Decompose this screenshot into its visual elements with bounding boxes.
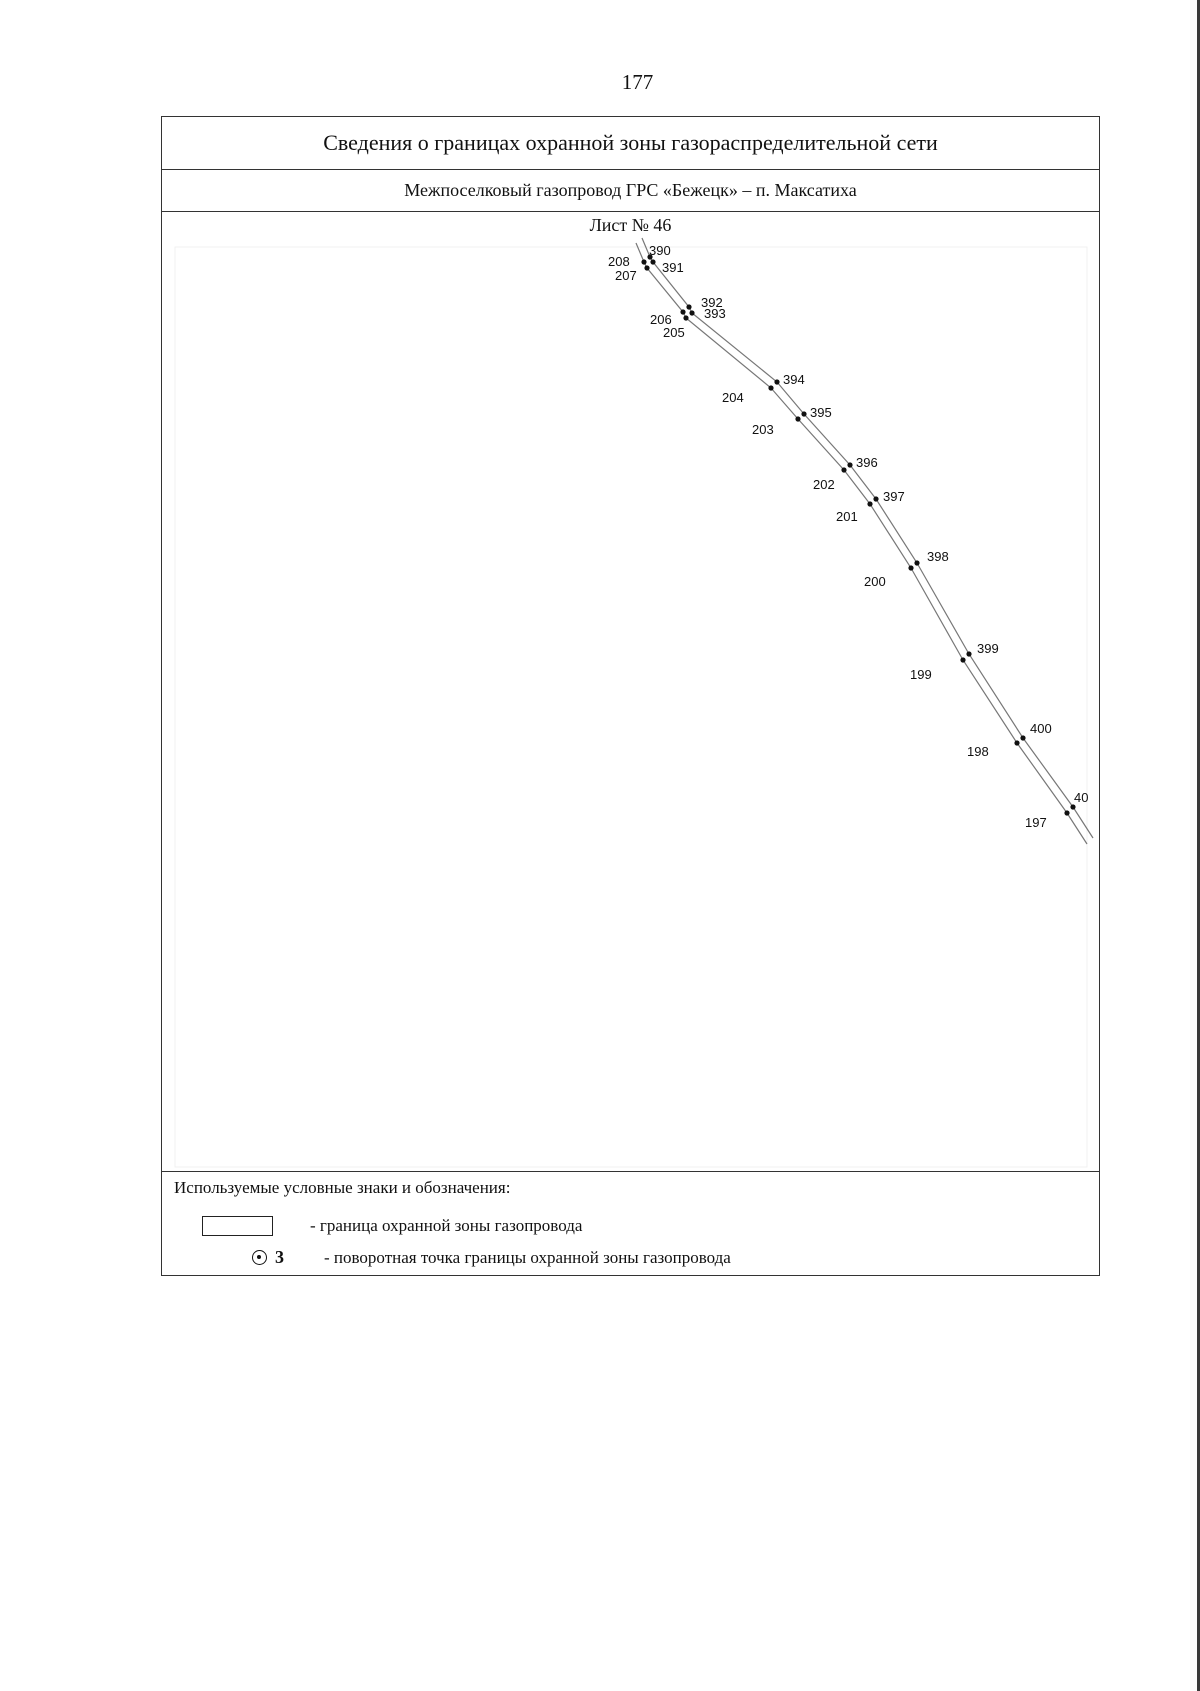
map-canvas bbox=[162, 117, 1101, 1171]
turning-point-40 bbox=[1070, 804, 1075, 809]
turning-point-392 bbox=[686, 304, 691, 309]
legend-title: Используемые условные знаки и обозначения: bbox=[174, 1178, 511, 1197]
legend bbox=[162, 1171, 1099, 1275]
turning-point-399 bbox=[966, 651, 971, 656]
turning-point-203 bbox=[795, 416, 800, 421]
turning-point-396 bbox=[847, 462, 852, 467]
turning-point-207 bbox=[644, 265, 649, 270]
turning-point-208 bbox=[641, 259, 646, 264]
turning-point-397 bbox=[873, 496, 878, 501]
left-point-label: 197 bbox=[1025, 815, 1047, 830]
legend-point-symbol bbox=[252, 1247, 284, 1268]
sheet-number-label: Лист № 46 bbox=[589, 215, 672, 235]
zone-boundary-left bbox=[636, 243, 1087, 844]
sheet-title: Сведения о границах охранной зоны газораспределительной сети bbox=[162, 117, 1099, 170]
left-point-label: 198 bbox=[967, 744, 989, 759]
turning-point-393 bbox=[689, 310, 694, 315]
right-point-label: 397 bbox=[883, 489, 905, 504]
left-point-label: 206 bbox=[650, 312, 672, 327]
turning-point-198 bbox=[1014, 740, 1019, 745]
sheet-subtitle: Межпоселковый газопровод ГРС «Бежецк» – п. Максатиха bbox=[162, 169, 1099, 212]
map-frame bbox=[175, 247, 1087, 1167]
turning-point-201 bbox=[867, 501, 872, 506]
left-point-label: 199 bbox=[910, 667, 932, 682]
turning-point-202 bbox=[841, 467, 846, 472]
left-point-label: 207 bbox=[615, 268, 637, 283]
turning-point-206 bbox=[680, 309, 685, 314]
right-point-label: 392 bbox=[701, 295, 723, 310]
right-point-label: 395 bbox=[810, 405, 832, 420]
turning-point-icon bbox=[252, 1250, 267, 1265]
turning-point-394 bbox=[774, 379, 779, 384]
turning-point-204 bbox=[768, 385, 773, 390]
right-point-label: 390 bbox=[649, 243, 671, 258]
left-point-label: 201 bbox=[836, 509, 858, 524]
turning-points bbox=[641, 254, 1075, 815]
right-point-label: 400 bbox=[1030, 721, 1052, 736]
turning-point-400 bbox=[1020, 735, 1025, 740]
right-point-label: 393 bbox=[704, 306, 726, 321]
legend-boundary-text: - граница охранной зоны газопровода bbox=[310, 1216, 583, 1235]
right-point-label: 394 bbox=[783, 372, 805, 387]
legend-boundary-swatch bbox=[202, 1216, 273, 1236]
turning-point-391 bbox=[650, 259, 655, 264]
right-point-label: 399 bbox=[977, 641, 999, 656]
left-point-label: 204 bbox=[722, 390, 744, 405]
turning-point-205 bbox=[683, 315, 688, 320]
left-point-label: 208 bbox=[608, 254, 630, 269]
turning-point-197 bbox=[1064, 810, 1069, 815]
page-number: 177 bbox=[621, 70, 654, 94]
right-point-label: 398 bbox=[927, 549, 949, 564]
protection-zone-boundary bbox=[636, 238, 1093, 844]
legend-point-number: 3 bbox=[275, 1247, 284, 1267]
legend-point-text: - поворотная точка границы охранной зоны газопровода bbox=[324, 1248, 731, 1267]
right-point-label: 40 bbox=[1074, 790, 1089, 805]
map-sheet bbox=[161, 116, 1100, 1276]
right-point-label: 391 bbox=[662, 260, 684, 275]
turning-point-200 bbox=[908, 565, 913, 570]
left-point-label: 203 bbox=[752, 422, 774, 437]
left-point-label: 202 bbox=[813, 477, 835, 492]
left-point-label: 205 bbox=[663, 325, 685, 340]
zone-boundary-right bbox=[642, 238, 1093, 838]
turning-point-398 bbox=[914, 560, 919, 565]
left-point-label: 200 bbox=[864, 574, 886, 589]
turning-point-199 bbox=[960, 657, 965, 662]
turning-point-395 bbox=[801, 411, 806, 416]
right-point-label: 396 bbox=[856, 455, 878, 470]
